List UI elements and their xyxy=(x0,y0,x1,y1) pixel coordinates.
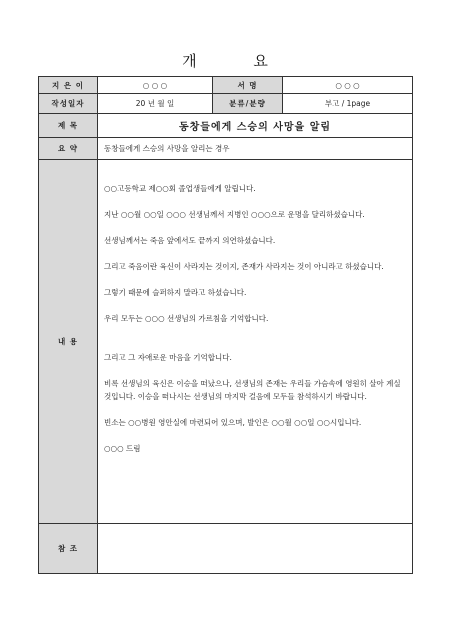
subject-value: 동창들에게 스승의 사망을 알림 xyxy=(98,114,413,138)
content-paragraph: 그렇기 때문에 슬퍼하지 말라고 하셨습니다. xyxy=(104,288,247,297)
subject-label: 제 목 xyxy=(39,114,98,138)
date-value: 20 년 월 일 xyxy=(98,94,213,114)
content-paragraph: 그리고 죽음이란 육신이 사라지는 것이지, 존재가 사라지는 것이 아니라고 하셨습니다. xyxy=(104,262,384,271)
category-label: 분류/분량 xyxy=(213,94,283,114)
reference-label: 참 조 xyxy=(39,524,98,574)
author-label: 지 은 이 xyxy=(39,77,98,94)
content-paragraph: ○○○ 드림 xyxy=(104,444,141,453)
content-paragraph: 우리 모두는 ○○○ 선생님의 가르침을 기억합니다. xyxy=(104,314,269,323)
content-paragraph: 비록 선생님의 육신은 이승을 떠났으나, 선생님의 존재는 우리들 가슴속에 영원히 살아 계실 것입니다. 이승을 떠나시는 선생님의 마지막 걸음에 모두들 참석하시기 바랍니다. xyxy=(104,379,401,401)
content-body xyxy=(98,160,413,524)
content-paragraph: 빈소는 ○○병원 영안실에 마련되어 있으며, 발인은 ○○월 ○○일 ○○시입니다. xyxy=(104,418,362,427)
category-value: 부고 / 1page xyxy=(283,94,413,114)
signature-value: ○ ○ ○ xyxy=(283,77,413,94)
date-label: 작성일자 xyxy=(39,94,98,114)
summary-value: 동창들에게 스승의 사망을 알리는 경우 xyxy=(98,138,413,160)
content-paragraph: 지난 ○○월 ○○일 ○○○ 선생님께서 지병인 ○○○으로 운명을 달리하셨습니다. xyxy=(104,210,365,219)
author-value: ○ ○ ○ xyxy=(98,77,213,94)
reference-value xyxy=(98,524,413,574)
document-title: 개 요 xyxy=(182,52,294,70)
summary-label: 요 약 xyxy=(39,138,98,160)
signature-label: 서 명 xyxy=(213,77,283,94)
content-paragraph: ○○고등학교 제○○회 졸업생들에게 알립니다. xyxy=(104,184,256,193)
overview-table xyxy=(38,76,413,574)
content-paragraph: 선생님께서는 죽음 앞에서도 끝까지 의연하셨습니다. xyxy=(104,236,276,245)
content-paragraph: 그리고 그 자애로운 마음을 기억합니다. xyxy=(104,353,232,362)
content-label: 내 용 xyxy=(39,160,98,524)
